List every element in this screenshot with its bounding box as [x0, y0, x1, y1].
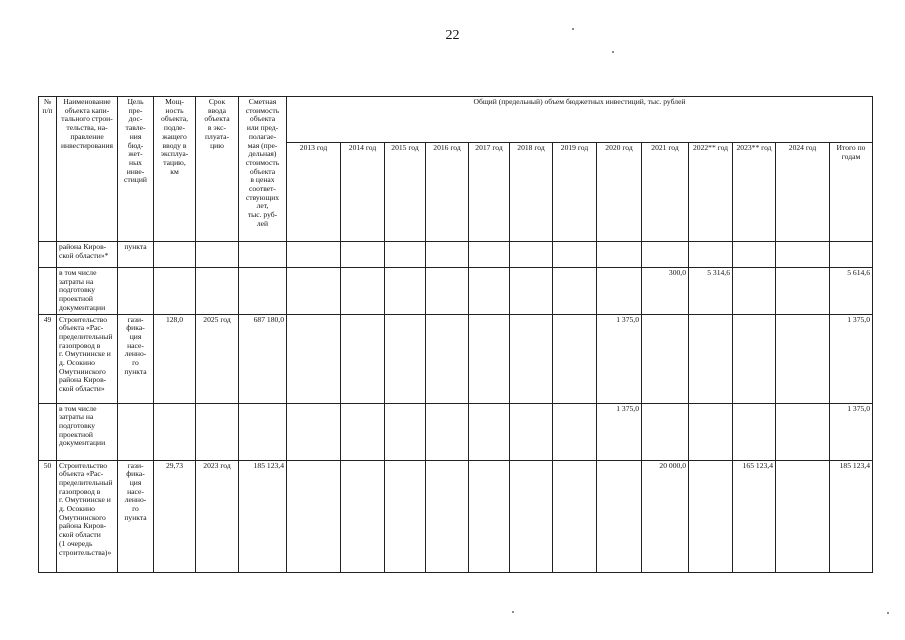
cell-year-value — [385, 268, 426, 315]
cell-year-value — [341, 268, 385, 315]
cell-year-value — [469, 314, 510, 403]
table-row — [39, 268, 873, 315]
cell-num: 50 — [39, 460, 57, 572]
year-col-2016: 2016 год — [426, 143, 469, 242]
cell-year-value — [385, 242, 426, 268]
cell-year-value — [553, 403, 597, 460]
year-col-2020: 2020 год — [597, 143, 642, 242]
cell-year-value — [776, 403, 830, 460]
cell-year-value — [553, 314, 597, 403]
cell-year-value — [830, 242, 873, 268]
cell-year-value — [689, 314, 733, 403]
cell-year-value: 1 375,0 — [830, 314, 873, 403]
cell-capacity — [154, 242, 196, 268]
cell-year-value: 1 375,0 — [597, 314, 642, 403]
cell-year-value — [553, 460, 597, 572]
cell-year-value — [469, 268, 510, 315]
cell-capacity: 128,0 — [154, 314, 196, 403]
header-name — [57, 97, 118, 242]
cell-year-value — [510, 268, 553, 315]
header-goal-text: Цель пре- дос- тавле- ния бюд- жет- ных инве- стиций — [124, 97, 147, 185]
cell-goal: пункта — [118, 242, 154, 268]
year-col-2018: 2018 год — [510, 143, 553, 242]
cell-year-value — [733, 314, 776, 403]
cell-year-value: 5 314,6 — [689, 268, 733, 315]
cell-goal — [118, 268, 154, 315]
year-col-total-text: Итого по годам — [836, 143, 866, 161]
cell-year-value — [426, 460, 469, 572]
cell-year-value — [510, 460, 553, 572]
cell-year-value: 20 000,0 — [642, 460, 689, 572]
cell-year-value — [287, 460, 341, 572]
cell-year-value — [689, 460, 733, 572]
cell-term: 2025 год — [196, 314, 239, 403]
header-capacity — [154, 97, 196, 242]
cell-year-value — [469, 460, 510, 572]
cell-year-value — [553, 242, 597, 268]
cell-goal — [118, 403, 154, 460]
cell-year-value — [733, 403, 776, 460]
budget-investment-table — [38, 96, 873, 573]
header-cost — [239, 97, 287, 242]
cell-year-value: 1 375,0 — [830, 403, 873, 460]
year-col-2017: 2017 год — [469, 143, 510, 242]
header-num — [39, 97, 57, 242]
cell-term: 2023 год — [196, 460, 239, 572]
cell-cost: 185 123,4 — [239, 460, 287, 572]
cell-year-value — [776, 460, 830, 572]
cell-goal: гази- фика- ция насе- ленно- го пункта — [118, 314, 154, 403]
cell-year-value — [385, 403, 426, 460]
cell-term — [196, 403, 239, 460]
cell-year-value: 185 123,4 — [830, 460, 873, 572]
header-capacity-text: Мощ- ность объекта, подле- жащего вводу в эксплуа- тацию, км — [160, 97, 189, 176]
cell-year-value — [689, 403, 733, 460]
table-row — [39, 314, 873, 403]
scan-speck — [512, 611, 514, 613]
cell-year-value — [287, 314, 341, 403]
header-name-text: Наименование объекта капи- тального строи- тельства, на- правление инвестирования — [60, 97, 114, 150]
header-term-text: Срок ввода объекта в экс- плуата- цию — [204, 97, 230, 150]
scan-speck — [572, 28, 574, 30]
cell-year-value — [642, 403, 689, 460]
year-col-2022: 2022** год — [689, 143, 733, 242]
cell-num — [39, 242, 57, 268]
cell-year-value — [597, 460, 642, 572]
cell-year-value — [776, 268, 830, 315]
cell-year-value — [510, 403, 553, 460]
cell-year-value — [426, 268, 469, 315]
cell-year-value: 300,0 — [642, 268, 689, 315]
year-col-2019: 2019 год — [553, 143, 597, 242]
cell-year-value — [597, 242, 642, 268]
cell-year-value: 5 614,6 — [830, 268, 873, 315]
cell-year-value — [642, 314, 689, 403]
header-num-text: № п/п — [42, 97, 53, 115]
cell-year-value — [689, 242, 733, 268]
cell-year-value — [341, 242, 385, 268]
scan-speck — [612, 51, 614, 53]
year-col-2015: 2015 год — [385, 143, 426, 242]
cell-cost: 687 180,0 — [239, 314, 287, 403]
year-col-total — [830, 143, 873, 242]
cell-year-value — [426, 403, 469, 460]
cell-year-value — [469, 242, 510, 268]
cell-goal: гази- фика- ция насе- ленно- го пункта — [118, 460, 154, 572]
page-number: 22 — [445, 28, 460, 43]
cell-term — [196, 242, 239, 268]
cell-year-value — [341, 403, 385, 460]
cell-year-value: 165 123,4 — [733, 460, 776, 572]
cell-name: района Киров- ской области»* — [57, 242, 118, 268]
cell-year-value — [287, 268, 341, 315]
cell-num: 49 — [39, 314, 57, 403]
cell-year-value — [287, 403, 341, 460]
scan-speck — [887, 612, 889, 614]
cell-year-value — [776, 314, 830, 403]
table-body — [39, 242, 873, 573]
cell-year-value — [733, 268, 776, 315]
cell-year-value — [385, 314, 426, 403]
header-cost-text: Сметная стоимость объекта или пред- полагае- мая (пре- дельная) стоимость объекта в ценах соответ- ствующих лет, тыс. руб- лей — [245, 97, 280, 228]
cell-name: в том числе затраты на подготовку проектной документации — [57, 268, 118, 315]
cell-year-value — [426, 314, 469, 403]
year-col-2021: 2021 год — [642, 143, 689, 242]
cell-name: Строительство объекта «Рас- пределительный газопровод в г. Омутнинске и д. Осокино Омутнинского района Киров- ской области» — [57, 314, 118, 403]
year-col-2024: 2024 год — [776, 143, 830, 242]
cell-year-value — [510, 314, 553, 403]
cell-year-value — [341, 314, 385, 403]
cell-year-value — [341, 460, 385, 572]
table-row — [39, 403, 873, 460]
cell-capacity — [154, 403, 196, 460]
cell-year-value — [733, 242, 776, 268]
cell-year-value — [510, 242, 553, 268]
table-row — [39, 242, 873, 268]
cell-name: Строительство объекта «Рас- пределительный газопровод в г. Омутнинске и д. Осокино Омутнинского района Киров- ской области (1 очередь строительства)» — [57, 460, 118, 572]
year-col-2013: 2013 год — [287, 143, 341, 242]
header-total-volume: Общий (предельный) объем бюджетных инвестиций, тыс. рублей — [287, 97, 873, 143]
cell-year-value — [287, 242, 341, 268]
cell-cost — [239, 242, 287, 268]
cell-num — [39, 403, 57, 460]
cell-year-value — [642, 242, 689, 268]
cell-year-value — [469, 403, 510, 460]
cell-cost — [239, 403, 287, 460]
year-col-2023: 2023** год — [733, 143, 776, 242]
cell-capacity — [154, 268, 196, 315]
cell-cost — [239, 268, 287, 315]
cell-term — [196, 268, 239, 315]
cell-num — [39, 268, 57, 315]
cell-year-value: 1 375,0 — [597, 403, 642, 460]
cell-year-value — [426, 242, 469, 268]
cell-year-value — [597, 268, 642, 315]
header-term — [196, 97, 239, 242]
table-row — [39, 460, 873, 572]
cell-year-value — [553, 268, 597, 315]
cell-year-value — [776, 242, 830, 268]
header-goal — [118, 97, 154, 242]
year-col-2014: 2014 год — [341, 143, 385, 242]
cell-year-value — [385, 460, 426, 572]
cell-capacity: 29,73 — [154, 460, 196, 572]
cell-name: в том числе затраты на подготовку проектной документации — [57, 403, 118, 460]
